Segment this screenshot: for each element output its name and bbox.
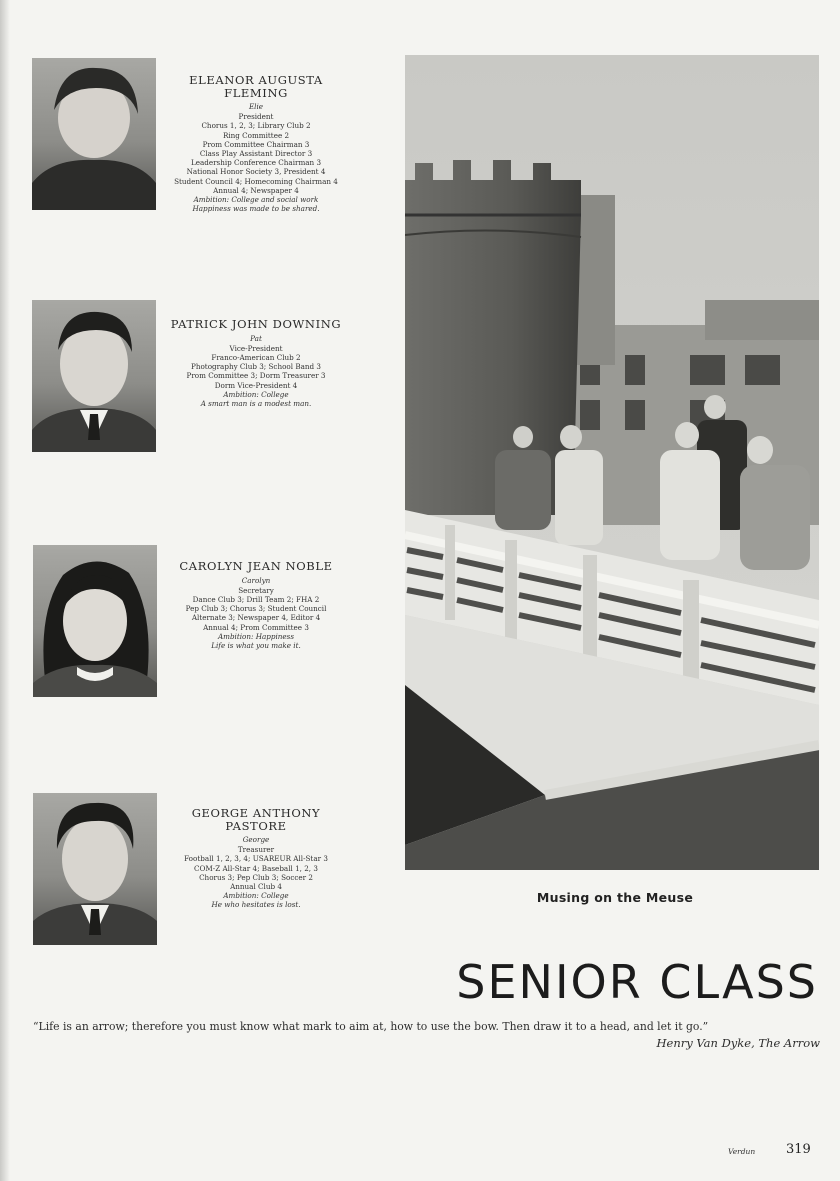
senior-activity: Annual 4; Prom Committee 3	[203, 622, 309, 632]
senior-activity: Ring Committee 2	[222, 130, 290, 140]
senior-motto: Happiness was made to be shared.	[192, 204, 320, 214]
senior-nickname: Pat	[250, 333, 262, 343]
photo-caption: Musing on the Meuse	[536, 890, 694, 905]
senior-bio	[160, 74, 352, 213]
senior-activity: Photography Club 3; School Band 3	[191, 362, 321, 372]
senior-ambition: Ambition: College	[223, 389, 289, 399]
senior-nickname: George	[242, 835, 270, 844]
senior-ambition: Ambition: College	[223, 891, 289, 901]
senior-motto: He who hesitates is lost.	[211, 900, 301, 910]
footer-school-label: Verdun	[728, 1147, 756, 1156]
senior-activity: Leadership Conference Chairman 3	[190, 158, 322, 168]
senior-activity: Student Council 4; Homecoming Chairman 4	[174, 176, 338, 186]
senior-ambition: Ambition: Happiness	[217, 631, 295, 641]
senior-bio	[160, 560, 352, 650]
senior-name: ELEANOR AUGUSTA	[189, 73, 323, 87]
senior-activity: Prom Committee Chairman 3	[202, 139, 310, 149]
senior-activity: Chorus 1, 2, 3; Library Club 2	[201, 121, 311, 131]
senior-activity: Pep Club 3; Chorus 3; Student Council	[185, 604, 327, 614]
page-number: 319	[786, 1142, 811, 1157]
senior-activity: Annual 4; Newspaper 4	[213, 185, 299, 195]
senior-name: GEORGE ANTHONY	[191, 806, 321, 820]
page-binding-shadow	[0, 0, 10, 1181]
senior-nickname: Elie	[248, 102, 264, 111]
senior-name: CAROLYN JEAN NOBLE	[179, 559, 333, 573]
senior-activity: Secretary	[238, 585, 274, 595]
portrait-photo	[33, 545, 157, 697]
senior-activity: Dance Club 3; Drill Team 2; FHA 2	[192, 594, 320, 604]
section-heading: SENIOR CLASS	[456, 955, 818, 1009]
senior-activity: Vice-President	[229, 343, 283, 353]
senior-activity: Prom Committee 3; Dorm Treasurer 3	[186, 371, 326, 381]
senior-activity: Alternate 3; Newspaper 4, Editor 4	[191, 613, 321, 623]
senior-activity: Chorus 3; Pep Club 3; Soccer 2	[199, 872, 313, 882]
senior-activity: Dorm Vice-President 4	[214, 380, 298, 390]
senior-motto: Life is what you make it.	[211, 640, 301, 650]
portrait-photo	[33, 793, 157, 945]
senior-name: PATRICK JOHN DOWNING	[170, 317, 342, 331]
senior-activity: COM-Z All-Star 4; Baseball 1, 2, 3	[194, 863, 318, 873]
senior-activity: Class Play Assistant Director 3	[199, 149, 313, 159]
senior-activity: National Honor Society 3, President 4	[186, 167, 326, 177]
senior-ambition: Ambition: College and social work	[193, 195, 319, 205]
senior-activity: Annual Club 4	[230, 882, 282, 892]
senior-nickname: Carolyn	[241, 575, 271, 585]
senior-name-continued: PASTORE	[225, 818, 287, 833]
quote-attribution: Henry Van Dyke, The Arrow	[656, 1036, 820, 1050]
senior-bio	[160, 807, 352, 910]
senior-activity: President	[238, 112, 274, 122]
senior-activity: Football 1, 2, 3, 4; USAREUR All-Star 3	[184, 854, 328, 864]
portrait-photo	[32, 300, 156, 452]
meuse-bridge-photo	[405, 55, 819, 870]
senior-activity: Treasurer	[237, 845, 275, 855]
senior-activity: Franco-American Club 2	[211, 352, 301, 362]
senior-bio	[160, 318, 352, 408]
epigraph-quote: “Life is an arrow; therefore you must know what mark to aim at, how to use the bow. Then draw it to a head, and let it go.”	[33, 1020, 709, 1033]
portrait-photo	[32, 58, 156, 210]
senior-motto: A smart man is a modest man.	[200, 398, 312, 408]
senior-name-continued: FLEMING	[224, 85, 288, 100]
